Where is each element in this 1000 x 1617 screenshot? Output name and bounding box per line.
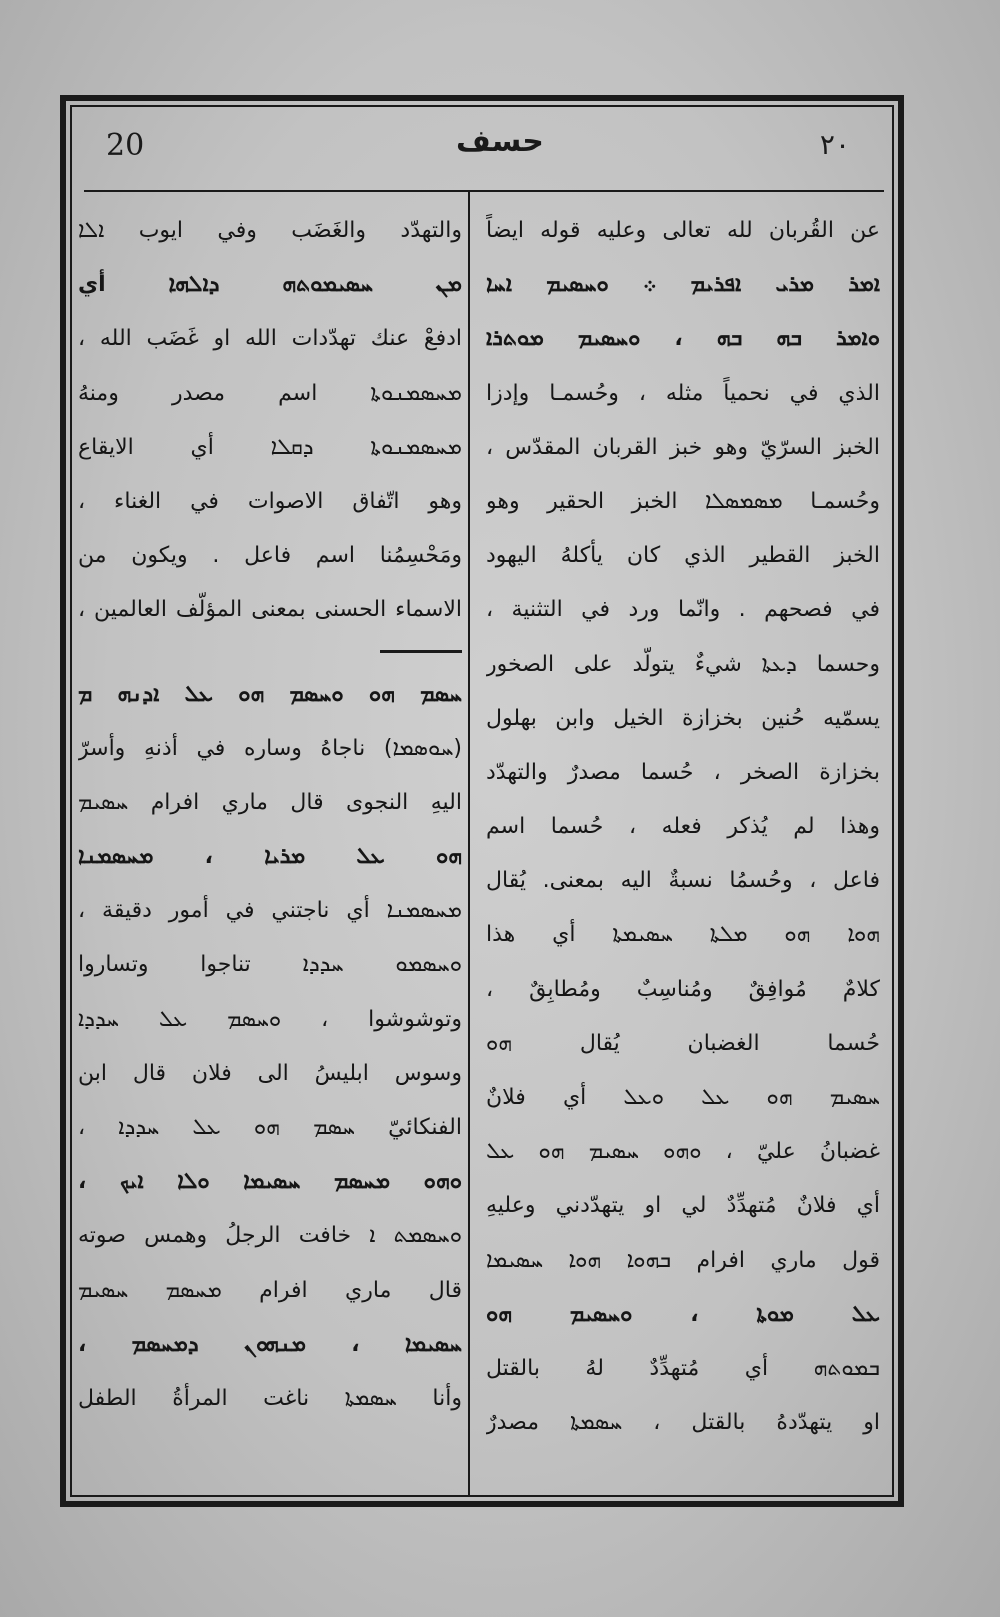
text-line: الخبز السرّيّ وهو خبز القربان المقدّس ،: [486, 434, 880, 460]
text-line: ܡܚܣܡܢܐ أي ناجتني في أمور دقيقة ،: [78, 898, 462, 924]
text-line: ܐܡܪ ܡܪܝ ܐܦܪܝܡ ܀ ܘܚܣܝܡ ܐܚܐ: [486, 272, 880, 298]
text-line: الذي في نحمياً مثله ، وحُسمـا وإدزا: [486, 380, 880, 406]
text-line: ܗܘܐ ܗܘ ܡܠܬܐ ܚܣܝܡܬܐ أي هذا: [486, 922, 880, 948]
text-line: الاسماء الحسنى بمعنى المؤلّف العالمين ،: [78, 597, 462, 623]
text-line: وأنا ܚܣܡܬܐ ناغت المرأةُ الطفل: [78, 1385, 462, 1411]
text-line: قول ماري افرام ܒܗܘܐ ܗܘܐ ܚܣܝܡܐ: [486, 1247, 880, 1273]
running-head: حسف: [456, 124, 544, 159]
text-line: ܗܘ ܥܠ ܡܪܝܐ ، ܡܚܣܡܢܐ: [78, 844, 462, 870]
entry-headword-line: ܚܣܡ ܗܘ ܘܚܣܡ ܗܘ ܥܠ ܐܕܢܗ ܡ: [78, 681, 462, 707]
text-line: ܘܚܣܡܬ ܐ خافت الرجلُ وهمس صوته: [78, 1223, 462, 1249]
text-line: وحُسمـا ܡܣܡܣܠܐ الخبز الحقير وهو: [486, 488, 880, 514]
left-column: [78, 204, 462, 1426]
text-line: كلامٌ مُوافِقٌ ومُناسِبٌ ومُطابِقٌ ،: [486, 976, 880, 1002]
text-line: في فصحهم . وانّما ورد في التثنية ،: [486, 597, 880, 623]
text-line: ܒܡܘܬܗ أي مُتهدِّدٌ لهُ بالقتل: [486, 1355, 880, 1381]
text-line: عن القُربان لله تعالى وعليه قوله ايضاً: [486, 218, 880, 243]
text-line: وسوس ابليسُ الى فلان قال ابن: [78, 1060, 462, 1086]
text-line: وهذا لم يُذكر فعله ، حُسما اسم: [486, 814, 880, 840]
text-line: ܡܢ ܚܣܝܡܘܬܗ ܕܐܠܗܐ أي: [78, 272, 462, 298]
text-line: ܚܣܝܡ ܗܘ ܥܠ ܘܥܠ أي فلانٌ: [486, 1085, 880, 1110]
text-line: قال ماري افرام ܡܚܣܡ ܚܣܝܡ: [78, 1277, 462, 1303]
text-line: وهو اتّفاق الاصوات في الغناء ،: [78, 488, 462, 514]
page-number-latin: 20: [106, 128, 145, 163]
text-line: بخزازة الصخر ، حُسما مصدرٌ والتهدّد: [486, 759, 880, 785]
text-line: ܘܗܘ ܡܚܣܡ ܚܣܝܡܐ ܘܠܐ ܐܝܟ ،: [78, 1169, 462, 1195]
text-line: أي فلانٌ مُتهدِّدٌ لي او يتهدّدني وعليهِ: [486, 1193, 880, 1219]
text-line: الخبز القطير الذي كان يأكلهُ اليهود: [486, 543, 880, 569]
text-line: الفنكائيّ ܚܣܡ ܗܘ ܥܠ ܚܕܕܐ ،: [78, 1115, 462, 1140]
text-line: ادفعْ عنك تهدّدات الله او غَضَب الله ،: [78, 326, 462, 352]
entry-separator-rule: [78, 638, 462, 668]
text-line: ܘܐܡܪ ܒܗ ܒܗ ، ܘܚܣܝܡ ܡܘܬܪܐ: [486, 326, 880, 352]
text-line: والتهدّد والغَضَب وفي ايوب ܐܠܐ: [78, 218, 462, 243]
text-line: ܡܚܣܡܢܘܬܐ اسم مصدر ومنهُ: [78, 380, 462, 406]
text-line: وحسما ܕܥܬܐ شيءٌ يتولّد على الصخور: [486, 651, 880, 677]
text-line: (ܚܘܣܡܐ) ناجاهُ وساره في أذنهِ وأسرّ: [78, 735, 462, 761]
page-number-arabic: ٢٠: [819, 128, 850, 161]
text-line: غضبانُ عليّ ، ܘܗܘ ܚܣܝܡ ܗܘ ܥܠ: [486, 1139, 880, 1165]
text-line: وتوشوشوا ، ܘܚܣܡ ܥܠ ܚܕܕܐ: [78, 1006, 462, 1032]
text-line: ومَحْسِمُنا اسم فاعل . ويكون من: [78, 543, 462, 569]
text-line: اليهِ النجوى قال ماري افرام ܚܣܝܡ: [78, 789, 462, 815]
text-line: او يتهدّدهُ بالقتل ، ܚܣܡܬܐ مصدرٌ: [486, 1410, 880, 1436]
column-divider: [468, 192, 470, 1497]
header-rule: [84, 190, 884, 192]
text-line: ܡܚܣܡܢܘܬܐ ܕܩܠܐ أي الايقاع: [78, 434, 462, 460]
text-line: فاعل ، وحُسمُا نسبةٌ اليه بمعنى. يُقال: [486, 868, 880, 894]
text-line: ܥܠ ܡܘܬܐ ، ܘܚܣܝܡ ܗܘ: [486, 1301, 880, 1327]
right-column: [486, 204, 880, 1450]
text-line: ܚܣܝܡܐ ، ܡܢܗܘܢ ܕܡܚܣܡ ،: [78, 1331, 462, 1357]
text-line: ܘܚܣܡܘ ܚܕܕܐ تناجوا وتساروا: [78, 952, 462, 978]
text-line: يسمّيه حُنين بخزازة الخيل وابن بهلول: [486, 705, 880, 731]
text-line: حُسما الغضبان يُقال ܗܘ: [486, 1030, 880, 1056]
